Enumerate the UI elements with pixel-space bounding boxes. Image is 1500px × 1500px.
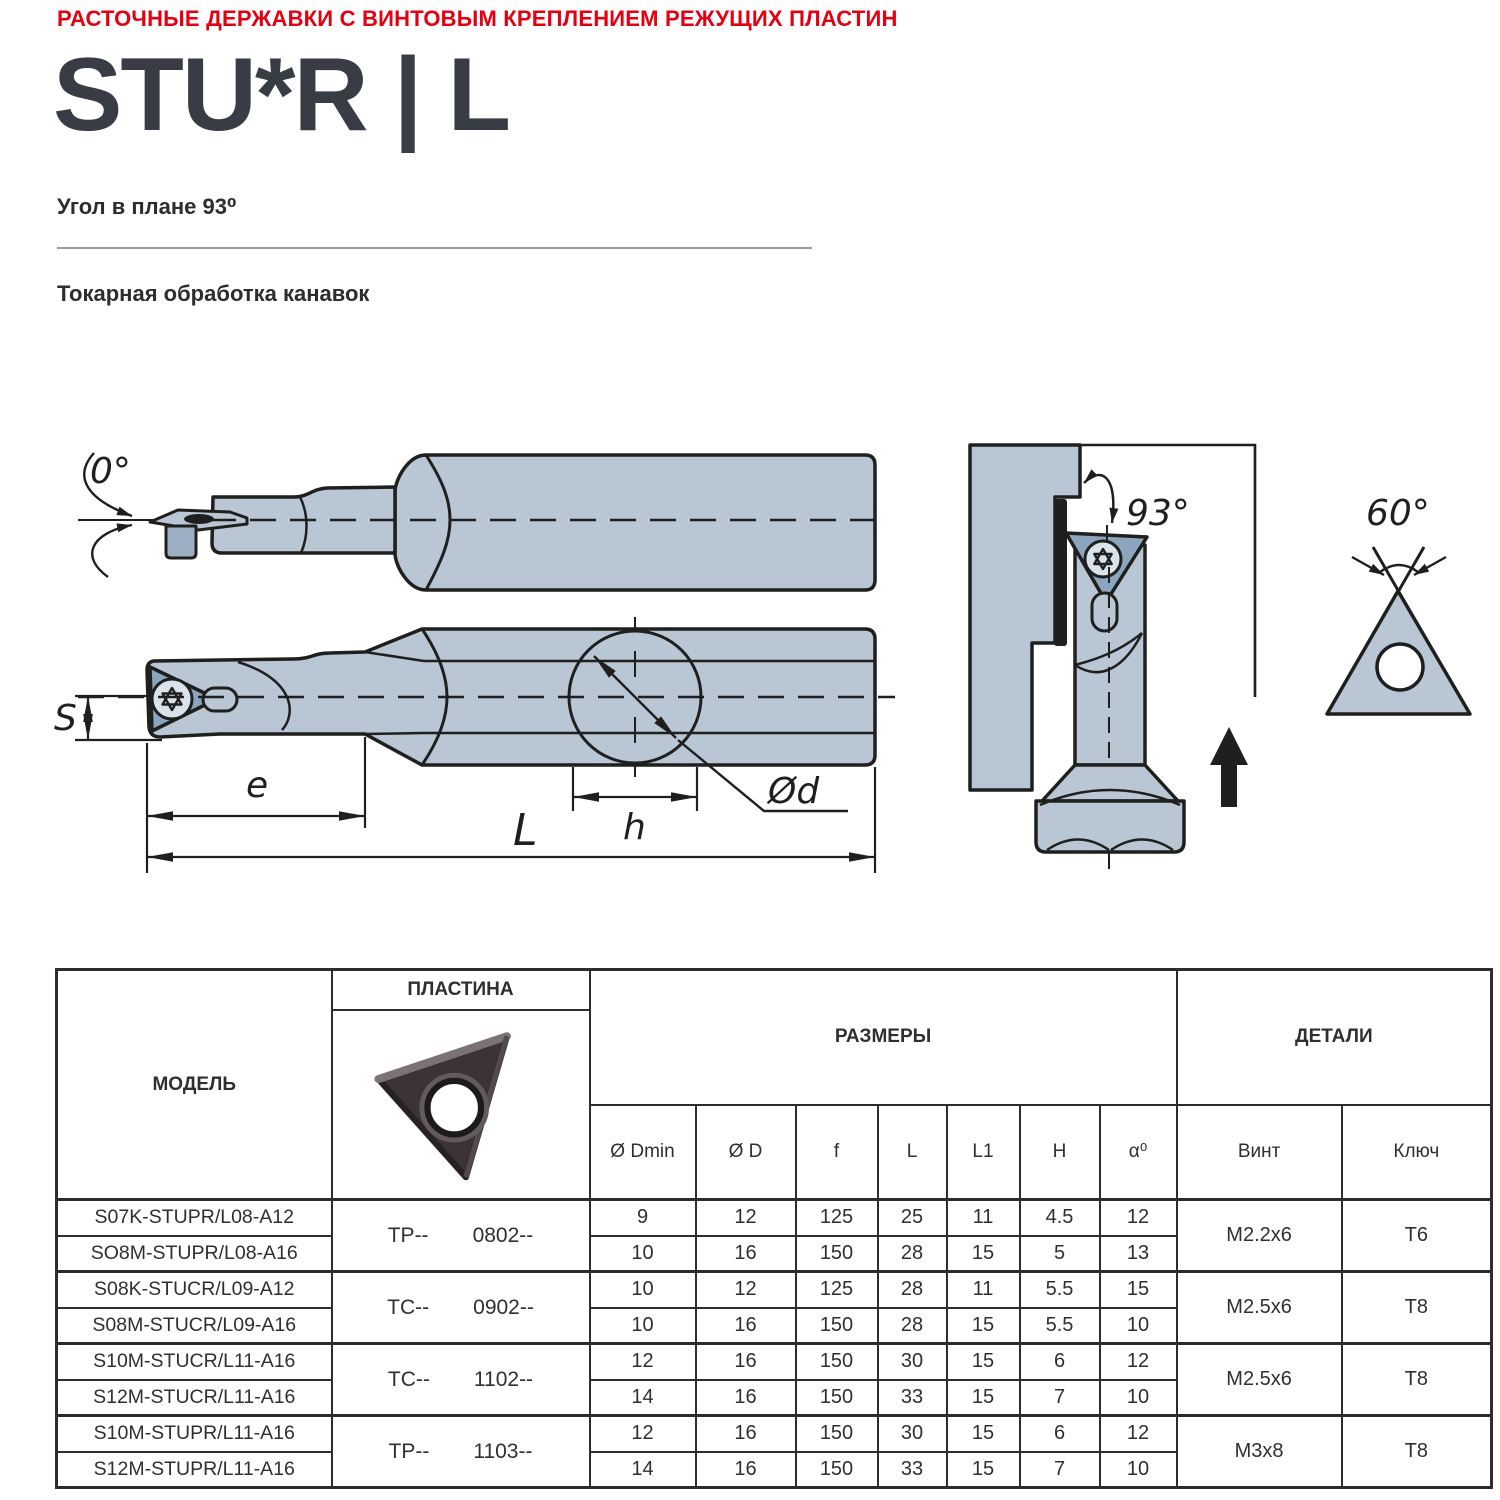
shank-diameter-label: Ød — [768, 771, 820, 812]
dimension-cell: 30 — [878, 1344, 947, 1380]
insert-size-code: 1102-- — [473, 1367, 534, 1391]
side-angle-label: 0° — [90, 451, 131, 492]
dimension-cell: 10 — [1100, 1452, 1177, 1488]
dimension-cell: 12 — [1100, 1344, 1177, 1380]
insert-profile-drawing — [1327, 493, 1470, 715]
insert-angle-label: 60° — [1366, 493, 1430, 534]
dimension-cell: 16 — [696, 1344, 796, 1380]
dimension-cell: 125 — [796, 1272, 878, 1308]
dimension-cell: 25 — [878, 1200, 947, 1236]
dimension-cell: 10 — [590, 1236, 696, 1272]
dimension-cell: 12 — [590, 1344, 696, 1380]
dimension-cell: 15 — [947, 1344, 1020, 1380]
top-view-drawing — [54, 617, 895, 873]
key-cell: T8 — [1342, 1344, 1492, 1416]
column-header-screw: Винт — [1177, 1105, 1342, 1200]
insert-code-cell — [332, 1272, 590, 1344]
screw-cell: M3x8 — [1177, 1416, 1342, 1488]
insert-code: TC-- — [387, 1367, 430, 1391]
model-cell: S07K-STUPR/L08-A12 — [57, 1200, 332, 1236]
divider-line — [57, 247, 812, 249]
model-cell: S10M-STUPR/L11-A16 — [57, 1416, 332, 1452]
insert-photo — [353, 1022, 568, 1187]
dimension-cell: 15 — [947, 1236, 1020, 1272]
column-header-alpha: α⁰ — [1100, 1105, 1177, 1200]
model-cell: S10M-STUCR/L11-A16 — [57, 1344, 332, 1380]
dimension-cell: 11 — [947, 1272, 1020, 1308]
column-header-details: ДЕТАЛИ — [1177, 970, 1492, 1105]
dimension-cell: 14 — [590, 1452, 696, 1488]
column-header-f: f — [796, 1105, 878, 1200]
dimension-cell: 28 — [878, 1272, 947, 1308]
key-cell: T6 — [1342, 1200, 1492, 1272]
dimension-cell: 125 — [796, 1200, 878, 1236]
feed-direction-arrow-icon — [1210, 727, 1248, 807]
dimension-cell: 28 — [878, 1308, 947, 1344]
dimension-cell: 14 — [590, 1380, 696, 1416]
dimension-cell: 12 — [1100, 1200, 1177, 1236]
spec-table — [55, 968, 1493, 1489]
application-description: Токарная обработка канавок — [57, 281, 370, 306]
column-header-l: L — [878, 1105, 947, 1200]
h-dimension-label: h — [623, 807, 646, 848]
column-header-insert: ПЛАСТИНА — [332, 970, 590, 1010]
dimension-cell: 12 — [1100, 1416, 1177, 1452]
dimension-cell: 150 — [796, 1344, 878, 1380]
dimension-cell: 6 — [1020, 1344, 1100, 1380]
insert-code-cell — [332, 1200, 590, 1272]
insert-size-code: 0902-- — [473, 1295, 534, 1319]
column-header-model: МОДЕЛЬ — [57, 970, 332, 1200]
dimension-cell: 28 — [878, 1236, 947, 1272]
dimension-cell: 4.5 — [1020, 1200, 1100, 1236]
dimension-cell: 15 — [947, 1452, 1020, 1488]
dimension-cell: 15 — [947, 1308, 1020, 1344]
side-view-drawing — [78, 451, 890, 590]
dimension-cell: 13 — [1100, 1236, 1177, 1272]
column-header-key: Ключ — [1342, 1105, 1492, 1200]
technical-drawing — [50, 425, 1490, 885]
dimension-cell: 5.5 — [1020, 1272, 1100, 1308]
dimension-cell: 16 — [696, 1236, 796, 1272]
model-cell: S08M-STUCR/L09-A16 — [57, 1308, 332, 1344]
dimension-cell: 150 — [796, 1452, 878, 1488]
column-header-dmin: Ø Dmin — [590, 1105, 696, 1200]
insert-code: TP-- — [388, 1439, 430, 1463]
column-header-dimensions: РАЗМЕРЫ — [590, 970, 1177, 1105]
e-dimension-label: e — [246, 765, 269, 806]
page-kicker: РАСТОЧНЫЕ ДЕРЖАВКИ С ВИНТОВЫМ КРЕПЛЕНИЕМ РЕЖУЩИХ ПЛАСТИН — [57, 6, 898, 31]
insert-code: TP-- — [387, 1223, 429, 1247]
dimension-cell: 12 — [696, 1200, 796, 1236]
key-cell: T8 — [1342, 1272, 1492, 1344]
insert-photo-cell — [332, 1010, 590, 1200]
table-row — [57, 1416, 1492, 1452]
spec-table-body — [57, 1200, 1492, 1488]
column-header-h: H — [1020, 1105, 1100, 1200]
column-header-l1: L1 — [947, 1105, 1020, 1200]
dimension-cell: 16 — [696, 1416, 796, 1452]
page-title: STU*R | L — [53, 37, 509, 153]
screw-cell: M2.5x6 — [1177, 1272, 1342, 1344]
table-row — [57, 1272, 1492, 1308]
insert-code-cell — [332, 1344, 590, 1416]
insert-size-code: 0802-- — [472, 1223, 534, 1247]
plan-angle-subtitle: Угол в плане 93⁰ — [57, 194, 237, 219]
table-row — [57, 1344, 1492, 1380]
dimension-cell: 33 — [878, 1452, 947, 1488]
dimension-cell: 11 — [947, 1200, 1020, 1236]
dimension-cell: 10 — [590, 1272, 696, 1308]
dimension-cell: 15 — [947, 1380, 1020, 1416]
s-dimension-label: S — [54, 698, 77, 739]
insert-size-code: 1103-- — [473, 1439, 533, 1463]
table-row — [57, 1200, 1492, 1236]
dimension-cell: 15 — [947, 1416, 1020, 1452]
column-header-d: Ø D — [696, 1105, 796, 1200]
model-cell: S12M-STUPR/L11-A16 — [57, 1452, 332, 1488]
dimension-cell: 10 — [1100, 1308, 1177, 1344]
insert-code-cell — [332, 1416, 590, 1488]
dimension-cell: 7 — [1020, 1452, 1100, 1488]
dimension-cell: 9 — [590, 1200, 696, 1236]
dimension-cell: 150 — [796, 1380, 878, 1416]
screw-cell: M2.2x6 — [1177, 1200, 1342, 1272]
dimension-cell: 16 — [696, 1380, 796, 1416]
dimension-cell: 150 — [796, 1308, 878, 1344]
plan-angle-label: 93° — [1126, 493, 1190, 534]
insert-code: TC-- — [387, 1295, 430, 1319]
dimension-cell: 5.5 — [1020, 1308, 1100, 1344]
model-cell: S08K-STUCR/L09-A12 — [57, 1272, 332, 1308]
l-dimension-label: L — [513, 805, 538, 856]
section-view-drawing — [970, 445, 1255, 877]
dimension-cell: 16 — [696, 1308, 796, 1344]
dimension-cell: 10 — [590, 1308, 696, 1344]
dimension-cell: 150 — [796, 1416, 878, 1452]
key-cell: T8 — [1342, 1416, 1492, 1488]
dimension-cell: 12 — [590, 1416, 696, 1452]
dimension-cell: 150 — [796, 1236, 878, 1272]
screw-cell: M2.5x6 — [1177, 1344, 1342, 1416]
model-cell: S12M-STUCR/L11-A16 — [57, 1380, 332, 1416]
dimension-cell: 7 — [1020, 1380, 1100, 1416]
dimension-cell: 5 — [1020, 1236, 1100, 1272]
dimension-cell: 6 — [1020, 1416, 1100, 1452]
dimension-cell: 10 — [1100, 1380, 1177, 1416]
dimension-cell: 16 — [696, 1452, 796, 1488]
model-cell: SO8M-STUPR/L08-A16 — [57, 1236, 332, 1272]
dimension-cell: 33 — [878, 1380, 947, 1416]
dimension-cell: 12 — [696, 1272, 796, 1308]
dimension-cell: 30 — [878, 1416, 947, 1452]
dimension-cell: 15 — [1100, 1272, 1177, 1308]
